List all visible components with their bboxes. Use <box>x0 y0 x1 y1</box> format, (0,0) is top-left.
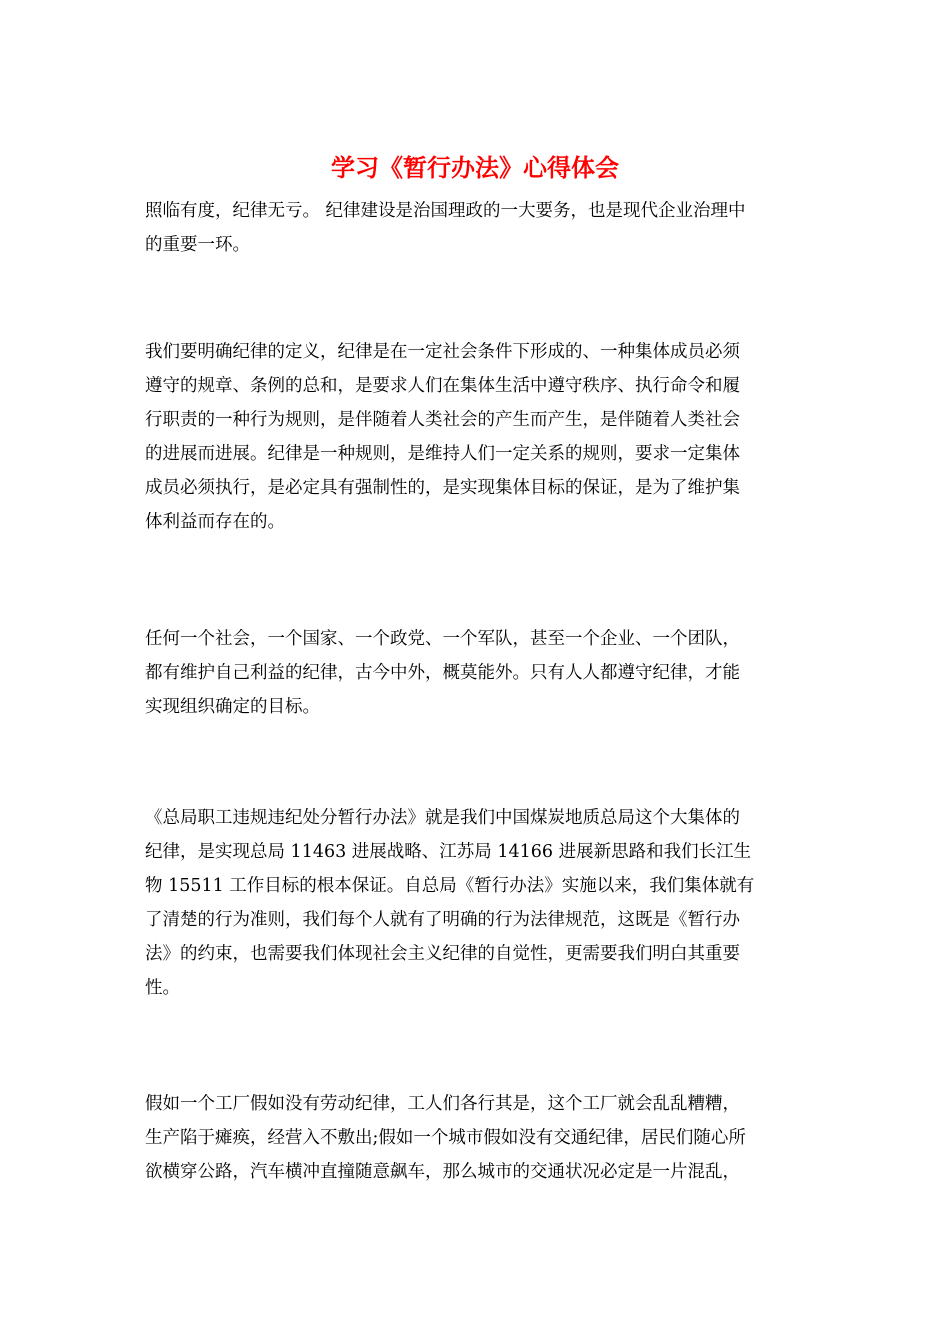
paragraph-line: 实现组织确定的目标。 <box>145 697 320 717</box>
paragraph-line: 假如一个工厂假如没有劳动纪律，工人们各行其是，这个工厂就会乱乱糟糟， <box>145 1094 740 1114</box>
paragraph-line: 都有维护自己利益的纪律，古今中外，概莫能外。只有人人都遵守纪律，才能 <box>145 663 740 683</box>
paragraph-line: 欲横穿公路，汽车横冲直撞随意飙车，那么城市的交通状况必定是一片混乱， <box>145 1162 740 1182</box>
paragraph-line: 性。 <box>145 978 180 998</box>
paragraph-4 <box>145 801 810 1005</box>
paragraph-3 <box>145 622 810 724</box>
paragraph-line: 行职责的一种行为规则，是伴随着人类社会的产生而产生，是伴随着人类社会 <box>145 410 740 430</box>
paragraph-line: 的进展而进展。纪律是一种规则，是维持人们一定关系的规则，要求一定集体 <box>145 444 740 464</box>
paragraph-line: 照临有度，纪律无亏。 纪律建设是治国理政的一大要务，也是现代企业治理中 <box>145 201 746 221</box>
paragraph-line: 成员必须执行，是必定具有强制性的，是实现集体目标的保证，是为了维护集 <box>145 478 740 498</box>
paragraph-2 <box>145 335 810 539</box>
paragraph-line: 我们要明确纪律的定义，纪律是在一定社会条件下形成的、一种集体成员必须 <box>145 342 740 362</box>
paragraph-line: 了清楚的行为准则，我们每个人就有了明确的行为法律规范，这既是《暂行办 <box>145 910 740 930</box>
paragraph-5 <box>145 1087 810 1189</box>
paragraph-line: 生产陷于瘫痪，经营入不敷出;假如一个城市假如没有交通纪律，居民们随心所 <box>145 1128 746 1148</box>
document-title: 学习《暂行办法》心得体会 <box>331 153 619 182</box>
paragraph-line: 体利益而存在的。 <box>145 512 285 532</box>
paragraph-line: 遵守的规章、条例的总和，是要求人们在集体生活中遵守秩序、执行命令和履 <box>145 376 740 396</box>
paragraph-line: 法》的约束，也需要我们体现社会主义纪律的自觉性，更需要我们明白其重要 <box>145 944 740 964</box>
paragraph-line: 纪律，是实现总局 11463 进展战略、江苏局 14166 进展新思路和我们长江生 <box>145 842 752 862</box>
paragraph-1 <box>145 194 810 262</box>
paragraph-line: 《总局职工违规违纪处分暂行办法》就是我们中国煤炭地质总局这个大集体的 <box>145 808 740 828</box>
paragraph-line: 物 15511 工作目标的根本保证。自总局《暂行办法》实施以来，我们集体就有 <box>145 876 755 896</box>
paragraph-line: 任何一个社会，一个国家、一个政党、一个军队，甚至一个企业、一个团队， <box>145 629 740 649</box>
paragraph-line: 的重要一环。 <box>145 235 250 255</box>
